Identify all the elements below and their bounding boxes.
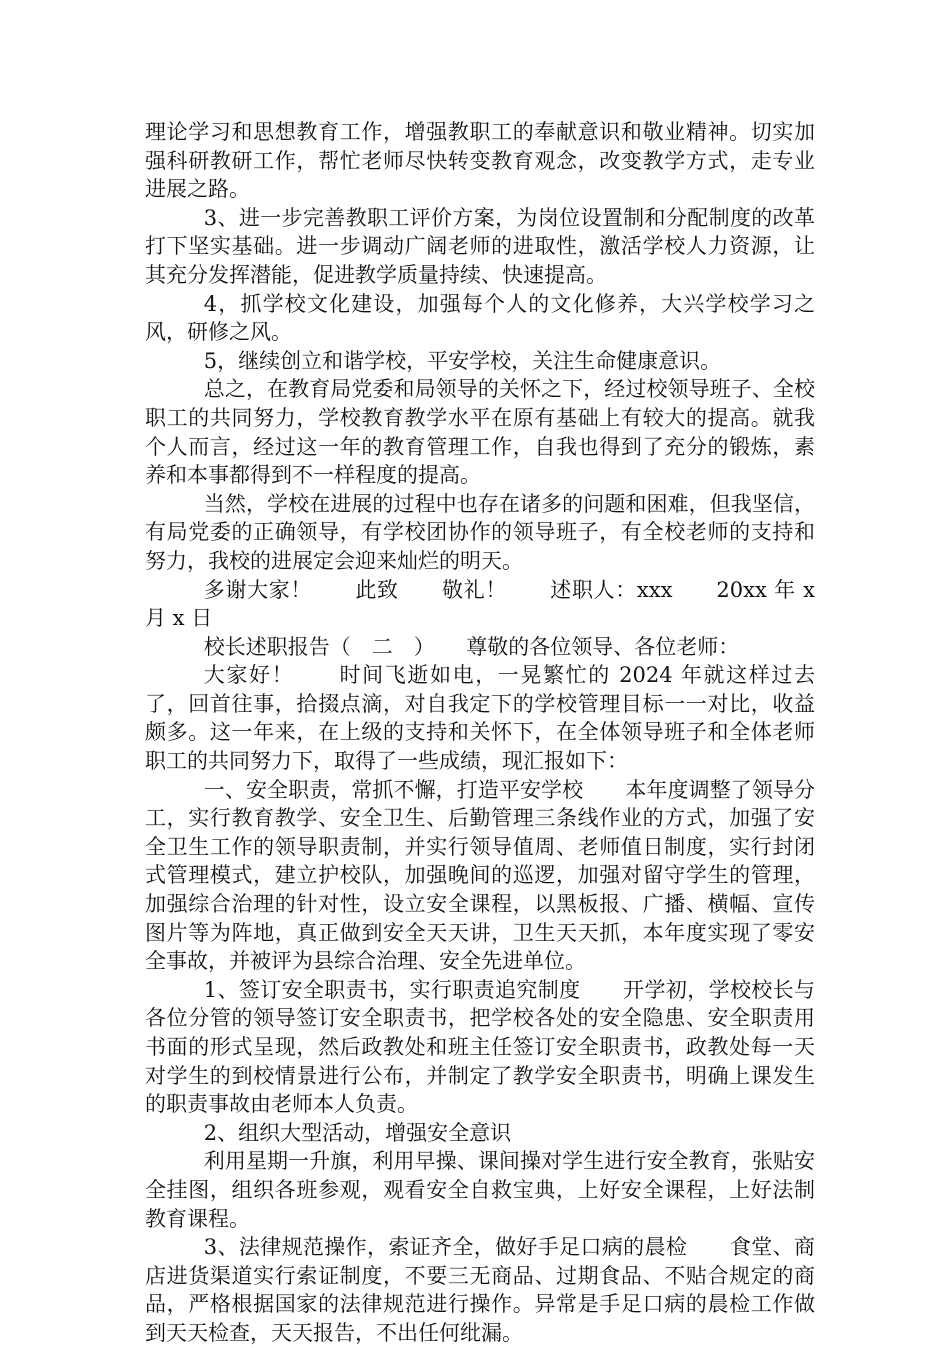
paragraph: 总之，在教育局党委和局领导的关怀之下，经过校领导班子、全校职工的共同努力，学校教育教学水平在原有基础上有较大的提高。就我个人而言，经过这一年的教育管理工作，自我也得到了充分的锻炼，素养和本事都得到不一样程度的提高。 bbox=[145, 377, 815, 488]
paragraph: 利用星期一升旗，利用早操、课间操对学生进行安全教育，张贴安全挂图，组织各班参观，观看安全自救宝典，上好安全课程，上好法制教育课程。 bbox=[145, 1149, 815, 1231]
document-body bbox=[145, 118, 815, 1348]
paragraph: 当然，学校在进展的过程中也存在诸多的问题和困难，但我坚信，有局党委的正确领导，有学校团协作的领导班子，有全校老师的支持和努力，我校的进展定会迎来灿烂的明天。 bbox=[145, 491, 815, 573]
paragraph: 大家好！ 时间飞逝如电，一晃繁忙的 2024 年就这样过去了，回首往事，拾掇点滴，对自我定下的学校管理目标一一对比，收益颇多。这一年来，在上级的支持和关怀下，在全体领导班子和全体老师职工的共同努力下，取得了一些成绩，现汇报如下： bbox=[145, 663, 815, 774]
paragraph-report-heading: 校长述职报告（ 二 ） 尊敬的各位领导、各位老师： bbox=[203, 634, 740, 659]
paragraph: 5，继续创立和谐学校，平安学校，关注生命健康意识。 bbox=[203, 348, 722, 373]
paragraph: 2、组织大型活动，增强安全意识 bbox=[203, 1120, 512, 1145]
paragraph: 4，抓学校文化建设，加强每个人的文化修养，大兴学校学习之风，研修之风。 bbox=[145, 291, 815, 345]
paragraph: 理论学习和思想教育工作，增强教职工的奉献意识和敬业精神。切实加强科研教研工作，帮忙老师尽快转变教育观念，改变教学方式，走专业进展之路。 bbox=[145, 120, 815, 202]
paragraph-closing: 多谢大家！ 此致 敬礼！ 述职人：xxx 20xx 年 x 月 x 日 bbox=[145, 577, 815, 631]
paragraph: 3、法律规范操作，索证齐全，做好手足口病的晨检 食堂、商店进货渠道实行索证制度，不要三无商品、过期食品、不贴合规定的商品，严格根据国家的法律规范进行操作。异常是手足口病的晨检工作做到天天检查，天天报告，不出任何纰漏。 bbox=[145, 1235, 815, 1345]
paragraph: 1、签订安全职责书，实行职责追究制度 开学初，学校校长与各位分管的领导签订安全职责书，把学校各处的安全隐患、安全职责用书面的形式呈现，然后政教处和班主任签订安全职责书，政教处每一天对学生的到校情景进行公布，并制定了教学安全职责书，明确上课发生的职责事故由老师本人负责。 bbox=[145, 977, 815, 1117]
paragraph: 一、安全职责，常抓不懈，打造平安学校 本年度调整了领导分工，实行教育教学、安全卫生、后勤管理三条线作业的方式，加强了安全卫生工作的领导职责制，并实行领导值周、老师值日制度，实行封闭式管理模式，建立护校队，加强晚间的巡逻，加强对留守学生的管理，加强综合治理的针对性，设立安全课程，以黑板报、广播、横幅、宣传图片等为阵地，真正做到安全天天讲，卫生天天抓，本年度实现了零安全事故，并被评为县综合治理、安全先进单位。 bbox=[145, 777, 815, 974]
paragraph: 3、进一步完善教职工评价方案，为岗位设置制和分配制度的改革打下坚实基础。进一步调动广阔老师的进取性，激活学校人力资源，让其充分发挥潜能，促进教学质量持续、快速提高。 bbox=[145, 205, 815, 287]
